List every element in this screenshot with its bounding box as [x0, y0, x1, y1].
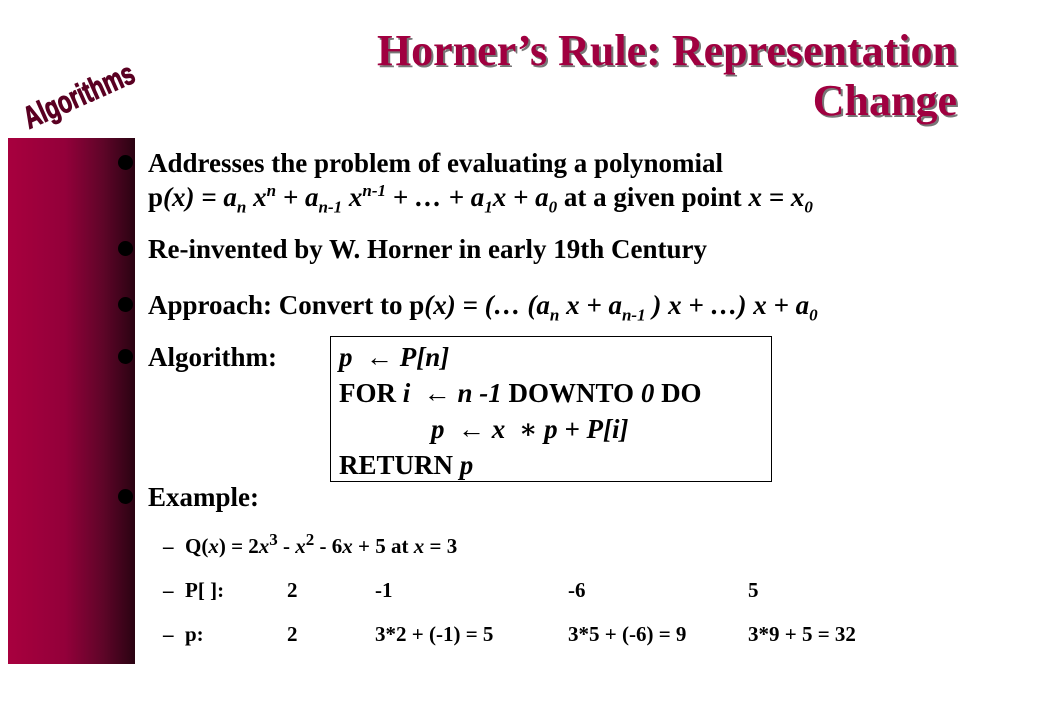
bullet-dot-icon: [118, 155, 133, 170]
bullet-dot-icon: [118, 489, 133, 504]
left-arrow-icon: ←: [366, 342, 393, 372]
left-arrow-icon: ←: [458, 414, 485, 444]
p-value: -1: [375, 578, 393, 602]
p-value: 2: [287, 578, 298, 602]
result-value: 3*5 + (-6) = 9: [568, 622, 687, 646]
bullet-dot-icon: [118, 241, 133, 256]
slide-title: [377, 26, 957, 126]
bullet-4-text: Algorithm:: [148, 342, 277, 372]
multiply-icon: ∗: [518, 414, 538, 444]
result-value: 3*2 + (-1) = 5: [375, 622, 494, 646]
bullet-dot-icon: [118, 297, 133, 312]
left-arrow-icon: ←: [423, 378, 451, 408]
example-p-result-line: – p: 2 3*2 + (-1) = 5 3*5 + (-6) = 9 3*9 + 5 = 32: [163, 622, 856, 646]
title-line-1: Horner’s Rule: Representation: [376, 26, 957, 75]
result-value: 3*9 + 5 = 32: [748, 622, 856, 646]
bullet-dot-icon: [118, 349, 133, 364]
p-value: 5: [748, 578, 759, 602]
side-accent-bar: [8, 138, 135, 664]
bullet-2-text: Re-invented by W. Horner in early 19th Century: [148, 234, 707, 264]
algo-line-4: RETURN p: [339, 450, 474, 480]
algorithms-logo: [14, 37, 182, 136]
algorithm-box: [330, 336, 772, 482]
bullet-3-text: Approach: Convert to p: [148, 290, 425, 320]
title-line-2: Change: [812, 76, 957, 125]
algo-line-3: p ← x ∗ p + P[i]: [431, 414, 629, 444]
bullet-5-text: Example:: [148, 482, 259, 512]
algo-line-2: FOR i ← n -1 DOWNTO 0 DO: [339, 378, 702, 408]
p-value: -6: [568, 578, 586, 602]
algo-line-1: p ← P[n]: [339, 342, 450, 372]
bullet-1-text: Addresses the problem of evaluating a polynomial: [148, 148, 724, 178]
polynomial-formula: $p(x) = a_n$ $x^n + a_{n-1}$ $x^{n-1}$ + … + $a_1x + a_0$ at a given point $x = x_0$: [148, 181, 813, 217]
logo-text: Algorithms: [17, 37, 182, 136]
example-q-line: – $Q(x) = 2x^3 - x^2 - 6x + 5$ at x = 3: [163, 530, 458, 558]
result-value: 2: [287, 622, 298, 646]
example-p-array-line: – P[ ]: 2 -1 -6 5: [163, 578, 759, 602]
